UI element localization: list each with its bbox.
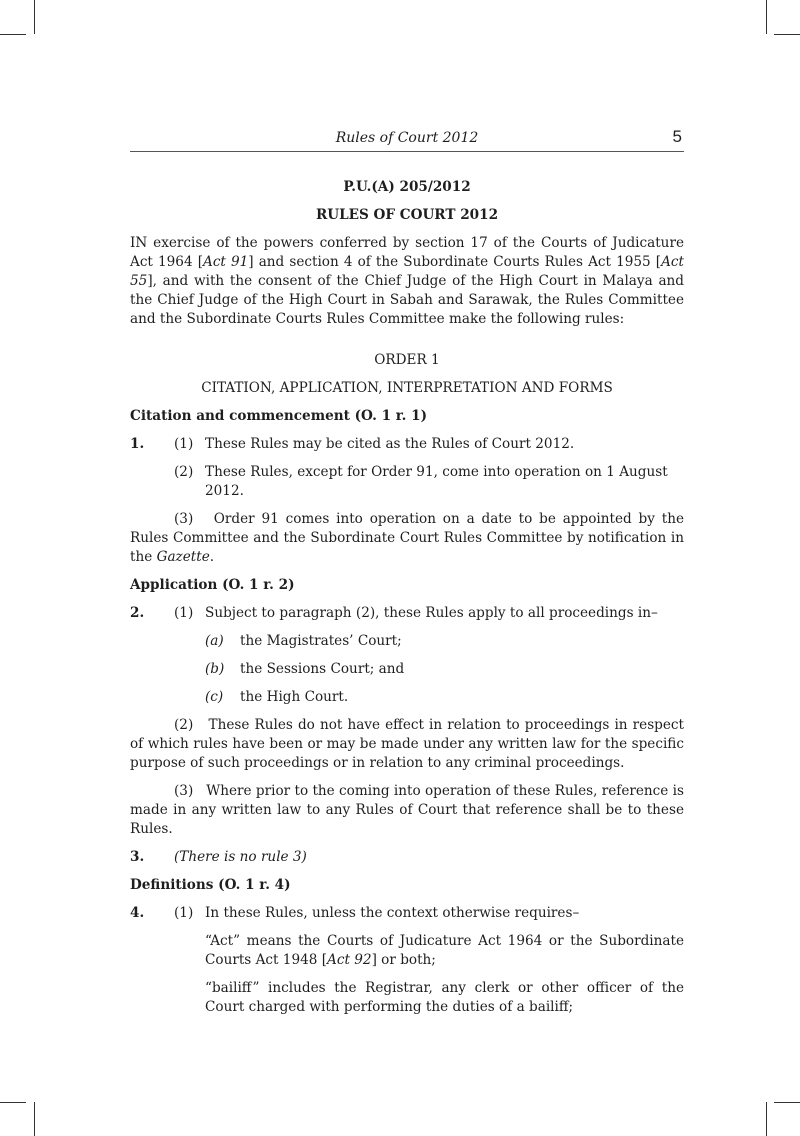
rule-3: 3. (There is no rule 3) xyxy=(130,849,307,865)
list-item: (a) the Magistrates’ Court; xyxy=(205,633,402,649)
running-header xyxy=(130,129,684,152)
list-item: (b) the Sessions Court; and xyxy=(205,661,405,677)
rule-number: 2. xyxy=(130,605,145,621)
crop-mark xyxy=(774,1102,800,1103)
para-number: (1) xyxy=(174,605,194,621)
crop-mark xyxy=(34,0,35,34)
para-number: (1) xyxy=(174,905,194,921)
crop-mark xyxy=(766,0,767,34)
rule-number: 4. xyxy=(130,905,145,921)
document-body xyxy=(130,178,684,1017)
rule-2-para-2: (2) These Rules do not have effect in relation to proceedings in respect of which rules have been or may be made under any written law for the specific purpose of such proceedings or in relation to any criminal proceedings. xyxy=(130,717,684,771)
rule-1-para-2: (2) These Rules, except for Order 91, come into operation on 1 August 2012. xyxy=(174,464,668,499)
rule-2-para-3: (3) Where prior to the coming into operation of these Rules, reference is made in any written law to any Rules of Court that reference shall be to these Rules. xyxy=(130,783,684,837)
pu-number: P.U.(A) 205/2012 xyxy=(343,179,471,195)
page-number: 5 xyxy=(672,127,682,146)
definition-act: “Act” means the Courts of Judicature Act 1964 or the Subordinate Courts Act 1948 [Act 92] or both; xyxy=(205,933,684,968)
crop-mark xyxy=(0,1102,26,1103)
rule-1-heading: Citation and commencement (O. 1 r. 1) xyxy=(130,408,428,424)
list-item: (c) the High Court. xyxy=(205,689,349,705)
rule-number: 1. xyxy=(130,436,145,452)
para-number: (1) xyxy=(174,436,194,452)
para-number: (2) xyxy=(174,464,194,480)
rule-4-heading: Definitions (O. 1 r. 4) xyxy=(130,877,291,893)
definition-bailiff: “bailiff” includes the Registrar, any clerk or other officer of the Court charged with performing the duties of a bailiff; xyxy=(205,980,684,1015)
running-title: Rules of Court 2012 xyxy=(335,130,479,146)
rule-number: 3. xyxy=(130,849,145,865)
order-title: CITATION, APPLICATION, INTERPRETATION AND FORMS xyxy=(201,380,613,396)
crop-mark xyxy=(34,1102,35,1136)
rule-2-heading: Application (O. 1 r. 2) xyxy=(130,577,295,593)
crop-mark xyxy=(0,34,26,35)
rule-1-para-1: 1. (1) These Rules may be cited as the Rules of Court 2012. xyxy=(130,436,575,452)
crop-mark xyxy=(766,1102,767,1136)
document-title: RULES OF COURT 2012 xyxy=(315,207,499,223)
order-label: ORDER 1 xyxy=(374,352,440,368)
rule-4-para-1: 4. (1) In these Rules, unless the context otherwise requires– xyxy=(130,905,580,921)
rule-1-para-3: (3) Order 91 comes into operation on a date to be appointed by the Rules Committee and the Subordinate Court Rules Committee by notification in the Gazette. xyxy=(130,511,684,565)
crop-mark xyxy=(774,34,800,35)
preamble: IN exercise of the powers conferred by section 17 of the Courts of Judicature Act 1964 [Act 91] and section 4 of the Subordinate Courts Rules Act 1955 [Act 55], and with the consent of the Chief Judge of the High Court in Malaya and the Chief Judge of the High Court in Sabah and Sarawak, the Rules Committee and the Subordinate Courts Rules Committee make the following rules: xyxy=(130,235,684,327)
rule-2-para-1: 2. (1) Subject to paragraph (2), these Rules apply to all proceedings in– xyxy=(130,605,658,621)
